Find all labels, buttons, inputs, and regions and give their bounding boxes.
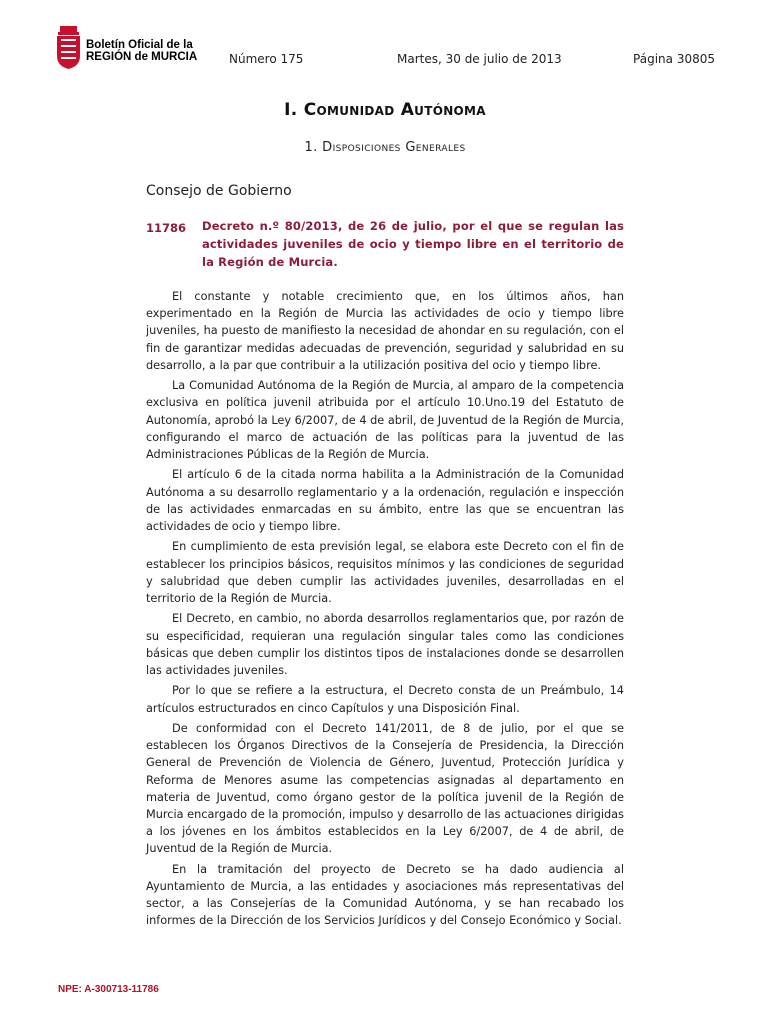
boletin-logo xyxy=(55,26,198,70)
body-paragraph: El Decreto, en cambio, no aborda desarrollos reglamentarios que, por razón de su especificidad, requieran una regulación singular tales como las condiciones básicas que deben cumplir los distintos tipos de instalaciones donde se desarrollen las actividades juveniles. xyxy=(146,612,624,678)
npe-code: NPE: A-300713-11786 xyxy=(58,984,159,995)
subsection-title: 1. Disposiciones Generales xyxy=(304,140,466,155)
body-paragraph: Por lo que se refiere a la estructura, el Decreto consta de un Preámbulo, 14 artículos estructurados en cinco Capítulos y una Disposición Final. xyxy=(146,684,624,715)
body-paragraph: De conformidad con el Decreto 141/2011, de 8 de julio, por el que se establecen los Órganos Directivos de la Consejería de Presidencia, la Dirección General de Prevención de Violencia de Género, Juventud, Protección Jurídica y Reforma de Menores asume las competencias asignadas al departamento en materia de Juventud, como órgano gestor de la política juvenil de la Región de Murcia encargado de la promoción, impulso y desarrollo de las actuaciones dirigidas a los jóvenes en los ámbitos establecidos en la Ley 6/2007, de 4 de abril, de Juventud de la Región de Murcia. xyxy=(146,722,624,856)
announcement-title: Decreto n.º 80/2013, de 26 de julio, por el que se regulan las actividades juveniles de ocio y tiempo libre en el territorio de la Región de Murcia. xyxy=(202,219,624,269)
logo-title-line2: REGIÓN de MURCIA xyxy=(86,51,198,63)
coat-of-arms-icon xyxy=(55,26,82,70)
issue-number: Número 175 xyxy=(229,52,304,66)
body-paragraph: El constante y notable crecimiento que, en los últimos años, han experimentado en la Región de Murcia las actividades de ocio y tiempo libre juveniles, ha puesto de manifiesto la necesidad de ahondar en su regulación, con el fin de garantizar medidas adecuadas de prevención, seguridad y salubridad en su desarrollo, a la par que contribuir a la utilización positiva del ocio y tiempo libre. xyxy=(146,290,624,372)
body-paragraph: En la tramitación del proyecto de Decreto se ha dado audiencia al Ayuntamiento de Murcia, a las entidades y asociaciones más representativas del sector, a las Consejerías de la Comunidad Autónoma, y se han recabado los informes de la Dirección de los Servicios Jurídicos y del Consejo Económico y Social. xyxy=(146,862,624,928)
document-body xyxy=(146,288,624,933)
body-paragraph: En cumplimiento de esta previsión legal, se elabora este Decreto con el fin de establecer los principios básicos, requisitos mínimos y las condiciones de seguridad y salubridad que deben cumplir las actividades juveniles, desarrolladas en el territorio de la Región de Murcia. xyxy=(146,540,624,606)
section-title: I. Comunidad Autónoma xyxy=(284,100,486,120)
body-paragraph: El artículo 6 de la citada norma habilita a la Administración de la Comunidad Autónoma a su desarrollo reglamentario y a la ordenación, regulación e inspección de las actividades enmarcadas en su ámbito, entre las que se encuentran las actividades de ocio y tiempo libre. xyxy=(146,468,624,534)
logo-title-line1: Boletín Oficial de la xyxy=(86,39,193,51)
page-number: Página 30805 xyxy=(633,52,715,66)
issue-date: Martes, 30 de julio de 2013 xyxy=(397,52,562,66)
issuing-organ: Consejo de Gobierno xyxy=(146,183,292,199)
body-paragraph: La Comunidad Autónoma de la Región de Murcia, al amparo de la competencia exclusiva en política juvenil atribuida por el artículo 10.Uno.19 del Estatuto de Autonomía, aprobó la Ley 6/2007, de 4 de abril, de Juventud de la Región de Murcia, configurando el marco de actuación de las políticas para la juventud de las Administraciones Públicas de la Región de Murcia. xyxy=(146,379,624,462)
announcement-number: 11786 xyxy=(146,221,187,235)
